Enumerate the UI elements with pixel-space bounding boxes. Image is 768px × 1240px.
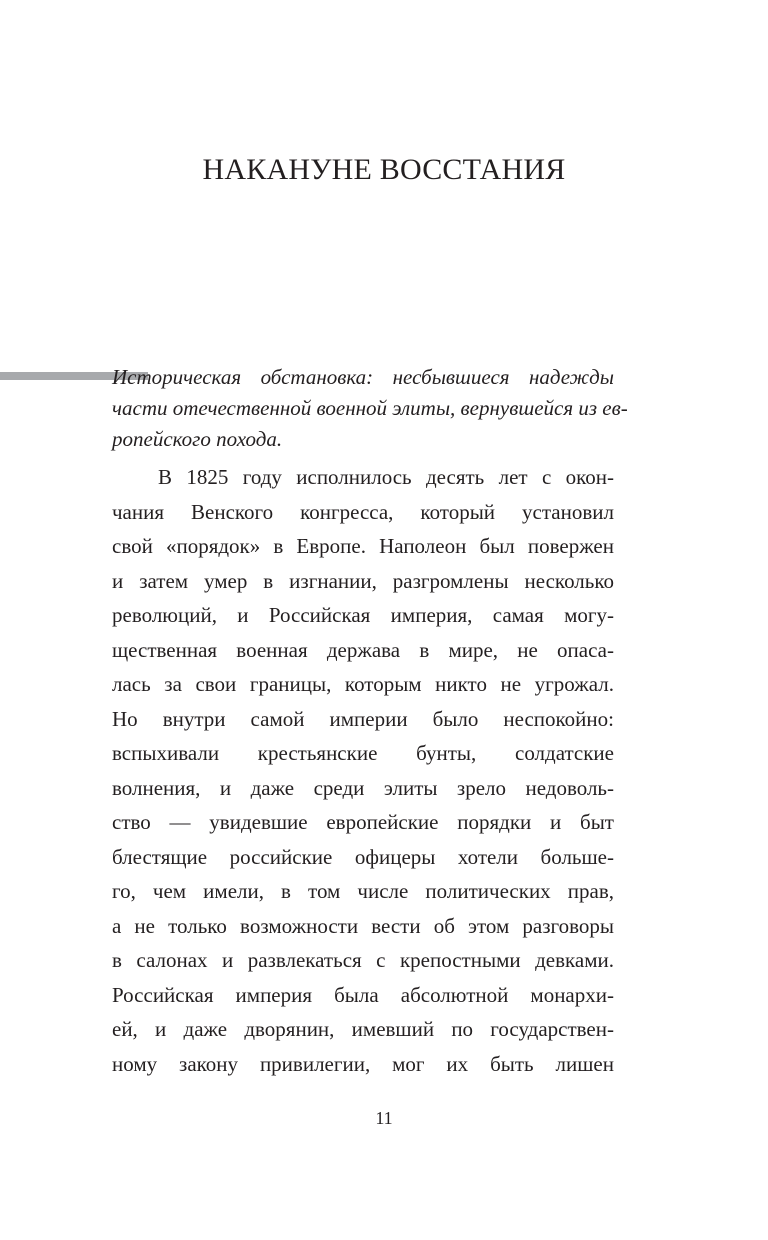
body-paragraph bbox=[112, 460, 614, 1081]
epigraph-line: Историческая обстановка: несбывшиеся надежды bbox=[112, 365, 614, 389]
body-line: ному закону привилегии, мог их быть лишен bbox=[112, 1051, 614, 1076]
body-line: волнения, и даже среди элиты зрело недоволь- bbox=[112, 775, 614, 800]
body-line: щественная военная держава в мире, не опаса- bbox=[112, 637, 614, 662]
body-line: Российская империя была абсолютной монархи- bbox=[112, 982, 614, 1007]
body-line: лась за свои границы, которым никто не угрожал. bbox=[112, 672, 614, 696]
body-line: революций, и Российская империя, самая могу- bbox=[112, 603, 614, 627]
body-line: чания Венского конгресса, который установил bbox=[112, 499, 614, 524]
body-line: блестящие российские офицеры хотели большe- bbox=[112, 844, 614, 869]
body-line: ство — увидевшие европейские порядки и быт bbox=[112, 810, 614, 834]
chapter-title: НАКАНУНЕ ВОССТАНИЯ bbox=[202, 153, 566, 186]
body-line: и затем умер в изгнании, разгромлены несколько bbox=[112, 568, 614, 593]
body-line: а не только возможности вести об этом разговоры bbox=[112, 913, 614, 938]
epigraph-line: части отечественной военной элиты, вернувшейся из ев- bbox=[112, 396, 628, 420]
body-line: Но внутри самой империи было неспокойно: bbox=[112, 706, 614, 731]
body-line: ей, и даже дворянин, имевший по государствен- bbox=[112, 1017, 614, 1041]
body-line: свой «порядок» в Европе. Наполеон был повержен bbox=[112, 534, 614, 558]
body-line: В 1825 году исполнилось десять лет с окон- bbox=[158, 465, 614, 489]
page-number: 11 bbox=[375, 1108, 393, 1128]
body-line: го, чем имели, в том числе политических прав, bbox=[112, 879, 614, 903]
epigraph bbox=[112, 362, 628, 455]
body-line: в салонах и развлекаться с крепостными девками. bbox=[112, 948, 614, 972]
epigraph-line: ропейского похода. bbox=[112, 427, 283, 451]
body-line: вспыхивали крестьянские бунты, солдатские bbox=[112, 741, 614, 765]
